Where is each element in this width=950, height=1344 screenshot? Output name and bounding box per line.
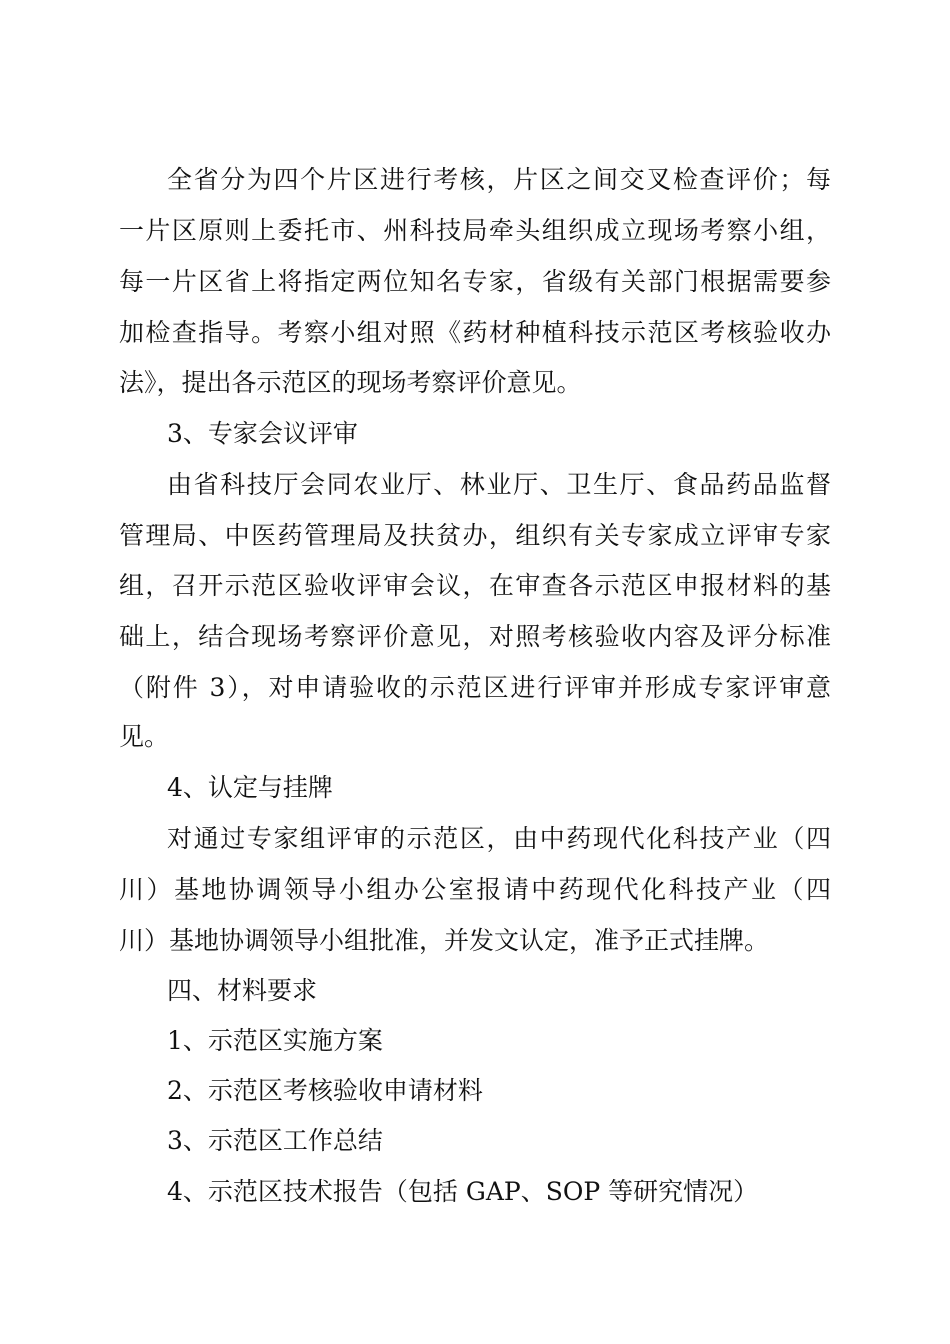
paragraph-line: 川）基地协调领导小组办公室报请中药现代化科技产业（四: [119, 875, 831, 904]
section-heading: 4、认定与挂牌: [167, 773, 333, 802]
list-item: 2、示范区考核验收申请材料: [167, 1076, 483, 1105]
paragraph-line: （附件 3），对申请验收的示范区进行评审并形成专家评审意: [119, 673, 831, 702]
list-item: 1、示范区实施方案: [167, 1026, 383, 1055]
paragraph-line: 础上，结合现场考察评价意见，对照考核验收内容及评分标准: [119, 622, 831, 651]
paragraph-line: 川）基地协调领导小组批准，并发文认定，准予正式挂牌。: [119, 926, 770, 955]
section-heading: 四、材料要求: [167, 976, 318, 1005]
section-heading: 3、专家会议评审: [167, 419, 358, 448]
paragraph-line: 见。: [119, 722, 170, 751]
list-item: 3、示范区工作总结: [167, 1126, 383, 1155]
paragraph-line: 法》，提出各示范区的现场考察评价意见。: [119, 368, 582, 397]
paragraph-line: 加检查指导。考察小组对照《药材种植科技示范区考核验收办: [119, 318, 831, 347]
list-item: 4、示范区技术报告（包括 GAP、SOP 等研究情况）: [167, 1177, 759, 1206]
paragraph-line: 管理局、中医药管理局及扶贫办，组织有关专家成立评审专家: [119, 521, 831, 550]
paragraph-line: 组，召开示范区验收评审会议，在审查各示范区申报材料的基: [119, 571, 831, 600]
paragraph-line: 每一片区省上将指定两位知名专家，省级有关部门根据需要参: [119, 267, 831, 296]
paragraph-line: 对通过专家组评审的示范区，由中药现代化科技产业（四: [167, 824, 831, 853]
paragraph-line: 全省分为四个片区进行考核，片区之间交叉检查评价；每: [167, 165, 831, 194]
paragraph-line: 由省科技厅会同农业厅、林业厅、卫生厅、食品药品监督: [167, 470, 831, 499]
paragraph-line: 一片区原则上委托市、州科技局牵头组织成立现场考察小组，: [119, 216, 831, 245]
